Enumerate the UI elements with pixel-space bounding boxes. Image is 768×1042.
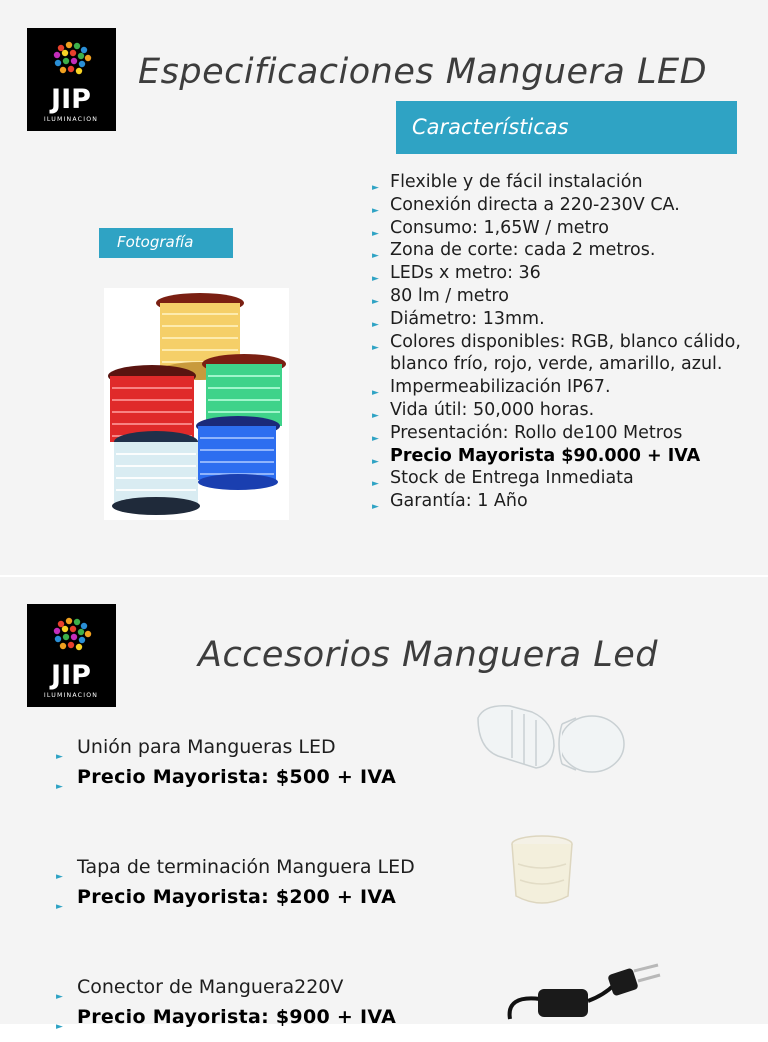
bullet-arrow-icon: ►: [372, 296, 379, 307]
spec-text: Presentación: Rollo de100 Metros: [390, 422, 683, 443]
spec-text: Impermeabilización IP67.: [390, 377, 611, 398]
page-title: Especificaciones Manguera LED: [138, 52, 708, 92]
bullet-arrow-icon: ►: [372, 251, 379, 262]
led-hose-reels-photo: [104, 288, 289, 520]
spec-item: [372, 445, 762, 468]
jip-logo: [27, 28, 116, 131]
bullet-arrow-icon: ►: [372, 205, 379, 216]
bullet-arrow-icon: ►: [372, 342, 379, 353]
end-cap-icon: [506, 834, 578, 916]
spec-text: Conexión directa a 220-230V CA.: [390, 194, 680, 215]
bullet-arrow-icon: ►: [372, 456, 379, 467]
spec-item: [372, 490, 762, 513]
accessories-title: Accesorios Manguera Led: [198, 635, 658, 675]
spec-item: [372, 331, 762, 377]
slide-accessories: [0, 577, 768, 1032]
bullet-arrow-icon: ►: [372, 502, 379, 513]
bullet-arrow-icon: ►: [372, 274, 379, 285]
accessory-price: ► Precio Mayorista: $900 + IVA: [56, 1006, 397, 1032]
bullet-arrow-icon: ►: [372, 410, 379, 421]
accessory-name: ► Unión para Mangueras LED: [56, 736, 336, 762]
accessory-price: ► Precio Mayorista: $200 + IVA: [56, 886, 397, 912]
accessory-item-union: [56, 732, 396, 792]
spec-item: [372, 308, 762, 331]
logo-sub-text: ILUMINACION: [43, 116, 99, 123]
spec-item: [372, 399, 762, 422]
bullet-arrow-icon: ►: [372, 433, 379, 444]
photo-banner: [99, 228, 233, 258]
spec-text: Zona de corte: cada 2 metros.: [390, 240, 656, 261]
photo-label: Fotografía: [117, 233, 194, 251]
spec-item: [372, 194, 762, 217]
bullet-arrow-icon: ►: [372, 319, 379, 330]
bullet-arrow-icon: ►: [372, 479, 379, 490]
bullet-arrow-icon: ►: [372, 228, 379, 239]
spec-text: Consumo: 1,65W / metro: [390, 217, 609, 238]
logo-brand-text: JIP: [51, 660, 91, 691]
spec-item: [372, 467, 762, 490]
spec-item: [372, 422, 762, 445]
spec-item: [372, 376, 762, 399]
accessory-name: ► Conector de Manguera220V: [56, 976, 344, 1002]
accessory-item-endcap: [56, 852, 415, 912]
power-connector-cable-icon: [500, 959, 668, 1024]
bullet-arrow-icon: ►: [372, 388, 379, 399]
logo-sub-text: ILUMINACION: [43, 692, 99, 699]
jip-logo-2: [27, 604, 116, 707]
spec-text: Vida útil: 50,000 horas.: [390, 399, 595, 420]
characteristics-banner: [396, 101, 737, 154]
accessory-price: ► Precio Mayorista: $500 + IVA: [56, 766, 397, 792]
hose-union-connector-icon: [470, 700, 628, 786]
spec-item: [372, 171, 762, 194]
spec-text: Diámetro: 13mm.: [390, 308, 545, 329]
bullet-arrow-icon: ►: [372, 183, 379, 193]
accessory-name: ► Tapa de terminación Manguera LED: [56, 856, 415, 882]
spec-item: [372, 239, 762, 262]
spec-item: [372, 217, 762, 240]
spec-text: Garantía: 1 Año: [390, 491, 528, 512]
spec-item: [372, 262, 762, 285]
spec-text: Stock de Entrega Inmediata: [390, 468, 634, 489]
spec-text: Colores disponibles: RGB, blanco cálido, blanco frío, rojo, verde, amarillo, azul.: [390, 331, 741, 375]
spec-text: 80 lm / metro: [390, 285, 509, 306]
characteristics-label: Características: [412, 115, 569, 139]
specifications-list: [372, 171, 762, 513]
logo-brand-text: JIP: [51, 84, 91, 115]
spec-text: Precio Mayorista $90.000 + IVA: [390, 445, 701, 466]
spec-text: Flexible y de fácil instalación: [390, 172, 643, 192]
accessory-item-connector: [56, 972, 396, 1032]
spec-text: LEDs x metro: 36: [390, 263, 541, 284]
spec-item: [372, 285, 762, 308]
